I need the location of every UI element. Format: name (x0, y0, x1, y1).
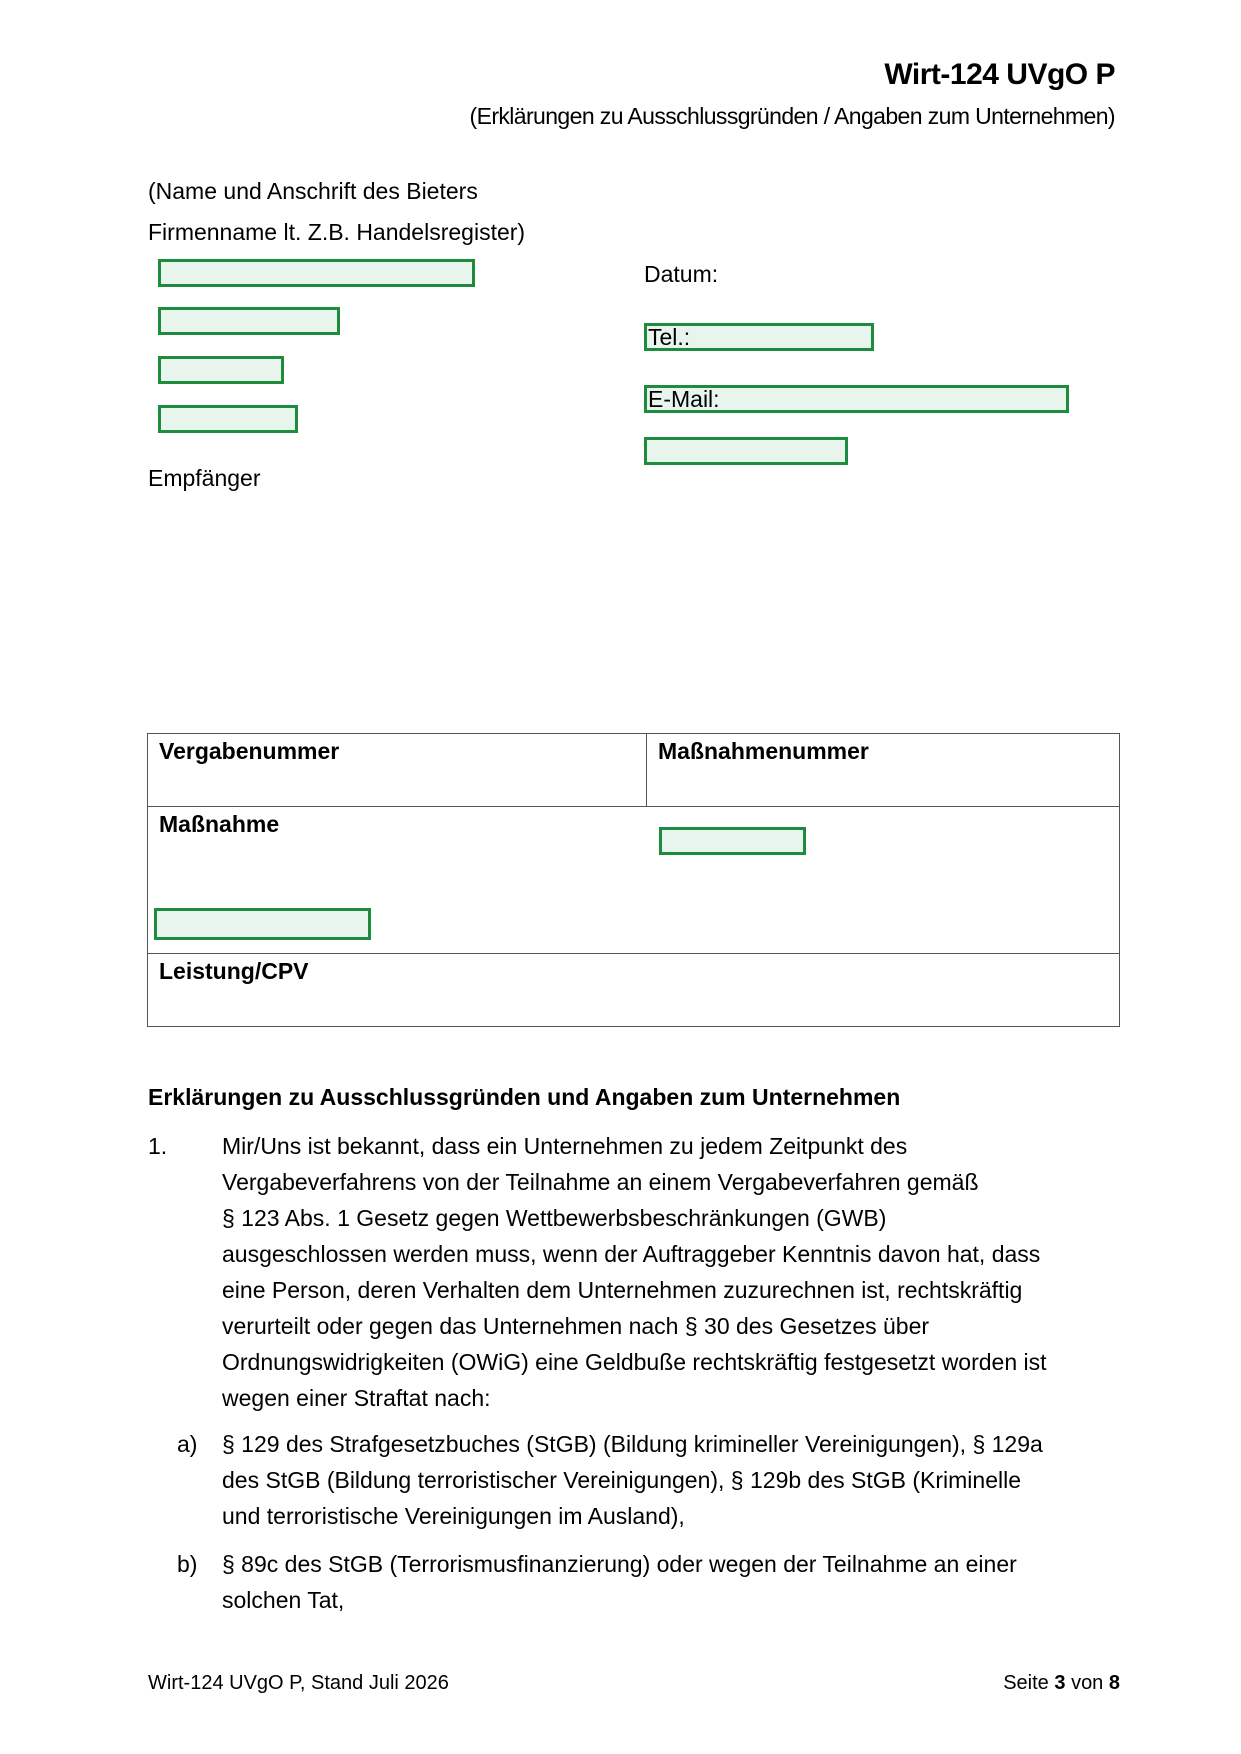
item-1-line: wegen einer Straftat nach: (222, 1385, 491, 1411)
page-total: 8 (1108, 1672, 1120, 1694)
item-1-text (222, 1128, 1122, 1416)
vergabenummer-label: Vergabenummer (159, 738, 340, 764)
item-b-line: § 89c des StGB (Terrorismusfinanzierung) oder wegen der Teilnahme an einer (222, 1551, 1017, 1577)
footer-document-info: Wirt-124 UVgO P, Stand Juli 2026 (148, 1672, 449, 1694)
massnahme-label: Maßnahme (159, 811, 280, 837)
footer-page-number (1003, 1672, 1120, 1695)
item-1-number: 1. (148, 1133, 168, 1159)
item-1-line: Mir/Uns ist bekannt, dass ein Unternehmen zu jedem Zeitpunkt des (222, 1133, 908, 1159)
massnahmenummer-field[interactable] (659, 827, 806, 855)
document-subtitle: (Erklärungen zu Ausschlussgründen / Angaben zum Unternehmen) (469, 103, 1115, 129)
item-a-line: des StGB (Bildung terroristischer Vereinigungen), § 129b des StGB (Kriminelle (222, 1467, 1022, 1493)
item-1-line: verurteilt oder gegen das Unternehmen nach § 30 des Gesetzes über (222, 1313, 930, 1339)
email-label: E-Mail: (648, 386, 720, 412)
section-heading: Erklärungen zu Ausschlussgründen und Angaben zum Unternehmen (148, 1084, 901, 1110)
procurement-info-table (147, 733, 1120, 1027)
recipient-label: Empfänger (148, 465, 261, 491)
bidder-address-field-1[interactable] (158, 307, 340, 335)
tel-field[interactable] (644, 323, 874, 351)
item-b-text (222, 1546, 1122, 1618)
tel-label: Tel.: (648, 324, 691, 350)
page-prefix: Seite (1003, 1672, 1049, 1694)
vergabenummer-cell (148, 734, 647, 807)
document-title: Wirt-124 UVgO P (884, 58, 1115, 91)
bidder-address-field-3[interactable] (158, 405, 298, 433)
leistung-label: Leistung/CPV (159, 958, 309, 984)
leistung-cell (148, 954, 1120, 1027)
bidder-label-line1: (Name und Anschrift des Bieters (148, 178, 478, 204)
date-label: Datum: (644, 261, 719, 287)
item-b-line: solchen Tat, (222, 1587, 345, 1613)
item-1-line: § 123 Abs. 1 Gesetz gegen Wettbewerbsbeschränkungen (GWB) (222, 1205, 887, 1231)
page-mid: von (1071, 1672, 1104, 1694)
page-current: 3 (1054, 1672, 1066, 1694)
bidder-address-field-2[interactable] (158, 356, 284, 384)
bidder-label-line2: Firmenname lt. Z.B. Handelsregister) (148, 219, 526, 245)
email-field[interactable] (644, 385, 1069, 413)
item-a-label: a) (177, 1431, 198, 1457)
item-1-line: eine Person, deren Verhalten dem Unternehmen zuzurechnen ist, rechtskräftig (222, 1277, 1023, 1303)
bidder-name-field[interactable] (158, 259, 475, 287)
massnahmenummer-cell (647, 734, 1120, 807)
item-a-line: und terroristische Vereinigungen im Ausland), (222, 1503, 685, 1529)
contact-extra-field[interactable] (644, 437, 848, 465)
massnahmenummer-label: Maßnahmenummer (658, 738, 869, 764)
item-1-line: Ordnungswidrigkeiten (OWiG) eine Geldbuße rechtskräftig festgesetzt worden ist (222, 1349, 1047, 1375)
item-1-line: ausgeschlossen werden muss, wenn der Auftraggeber Kenntnis davon hat, dass (222, 1241, 1041, 1267)
item-1-line: Vergabeverfahrens von der Teilnahme an einem Vergabeverfahren gemäß (222, 1169, 979, 1195)
item-a-text (222, 1426, 1122, 1534)
item-b-label: b) (177, 1551, 198, 1577)
massnahme-field[interactable] (154, 908, 371, 940)
item-a-line: § 129 des Strafgesetzbuches (StGB) (Bildung krimineller Vereinigungen), § 129a (222, 1431, 1043, 1457)
